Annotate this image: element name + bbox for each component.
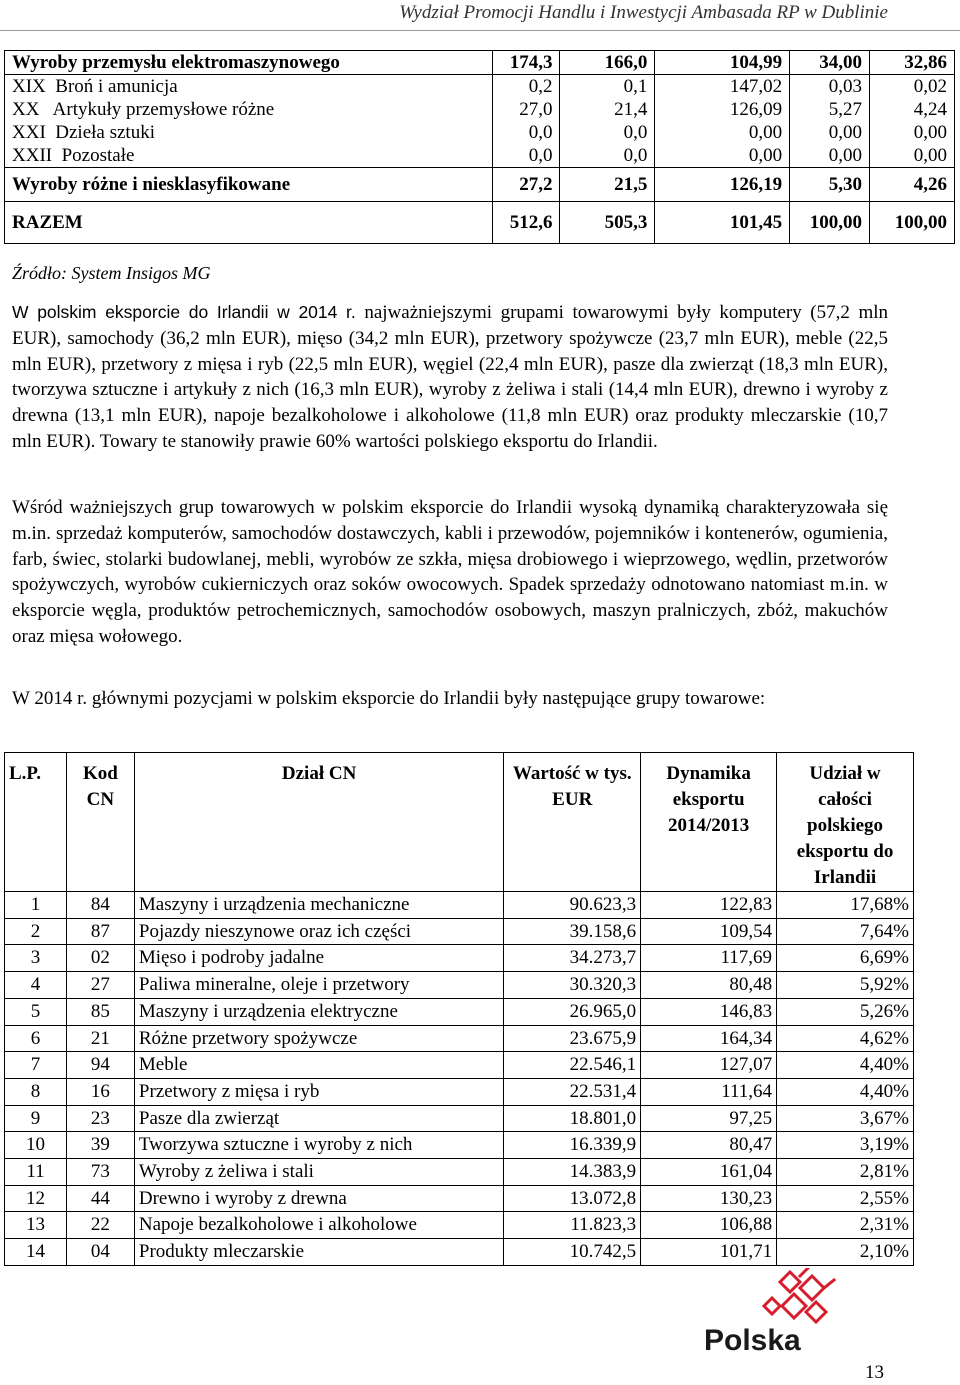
summary-value-cell: 0,03 xyxy=(790,75,870,99)
summary-value-cell: 101,45 xyxy=(655,202,790,244)
table-row xyxy=(5,1159,914,1186)
table-row xyxy=(5,918,914,945)
cell-wartosc: 14.383,9 xyxy=(504,1159,641,1186)
paragraph-1 xyxy=(12,300,888,455)
summary-value-cell: 4,24 xyxy=(870,98,955,121)
table-row xyxy=(5,1105,914,1132)
summary-value-cell: 147,02 xyxy=(655,75,790,99)
cell-lp: 12 xyxy=(5,1185,67,1212)
summary-value-cell: 0,00 xyxy=(655,121,790,144)
cell-lp: 10 xyxy=(5,1132,67,1159)
polska-wordmark: Polska xyxy=(704,1324,801,1357)
cell-lp: 8 xyxy=(5,1078,67,1105)
cell-dynamika: 106,88 xyxy=(641,1212,777,1239)
cell-dzial: Mięso i podroby jadalne xyxy=(134,945,503,972)
cell-dynamika: 97,25 xyxy=(641,1105,777,1132)
summary-value-cell: 100,00 xyxy=(870,202,955,244)
polska-logo xyxy=(704,1268,844,1358)
cell-dzial: Tworzywa sztuczne i wyroby z nich xyxy=(134,1132,503,1159)
summary-label-cell: XXII Pozostałe xyxy=(5,144,493,168)
paragraph-1-body: najważniejszymi grupami towarowymi były komputery (57,2 mln EUR), samochody (36,2 mln EUR), mięso (34,2 mln EUR), przetwory spożywcze (23,7 mln EUR), meble (22,5 mln EUR), przetwory z mięsa i ryb (22,5 mln EUR), węgiel (22,4 mln EUR), pasze dla zwierząt (18,3 mln EUR), tworzywa sztuczne i artykuły z nich (16,3 mln EUR), wyroby z żeliwa i stali (14,4 mln EUR), drewno i wyroby z drewna (13,1 mln EUR), napoje bezalkoholowe i alkoholowe (11,8 mln EUR) oraz produkty mleczarskie (10,7 mln EUR). xyxy=(12,302,888,452)
cell-dzial: Paliwa mineralne, oleje i przetwory xyxy=(134,972,503,999)
cell-dzial: Wyroby z żeliwa i stali xyxy=(134,1159,503,1186)
summary-label-cell: XIX Broń i amunicja xyxy=(5,75,493,99)
cell-wartosc: 18.801,0 xyxy=(504,1105,641,1132)
cell-dzial: Maszyny i urządzenia mechaniczne xyxy=(134,892,503,919)
summary-value-cell: 0,2 xyxy=(492,75,560,99)
cell-lp: 13 xyxy=(5,1212,67,1239)
cell-udzial: 5,92% xyxy=(777,972,914,999)
summary-value-cell: 174,3 xyxy=(492,51,560,75)
table-row xyxy=(5,972,914,999)
table-row xyxy=(5,1132,914,1159)
table-row xyxy=(5,1239,914,1266)
cell-dynamika: 122,83 xyxy=(641,892,777,919)
cell-udzial: 7,64% xyxy=(777,918,914,945)
table-row xyxy=(5,945,914,972)
summary-value-cell: 104,99 xyxy=(655,51,790,75)
cell-udzial: 2,10% xyxy=(777,1239,914,1266)
cell-lp: 1 xyxy=(5,892,67,919)
page-number: 13 xyxy=(865,1362,884,1383)
summary-row xyxy=(5,75,955,99)
table-row xyxy=(5,1185,914,1212)
cell-kod: 94 xyxy=(66,1052,134,1079)
cell-dzial: Pasze dla zwierząt xyxy=(134,1105,503,1132)
cell-wartosc: 13.072,8 xyxy=(504,1185,641,1212)
cell-lp: 5 xyxy=(5,998,67,1025)
cell-dynamika: 101,71 xyxy=(641,1239,777,1266)
cell-lp: 14 xyxy=(5,1239,67,1266)
cell-dynamika: 111,64 xyxy=(641,1078,777,1105)
summary-value-cell: 0,0 xyxy=(560,144,655,168)
cell-wartosc: 90.623,3 xyxy=(504,892,641,919)
cell-dzial: Maszyny i urządzenia elektryczne xyxy=(134,998,503,1025)
cell-dynamika: 146,83 xyxy=(641,998,777,1025)
cell-lp: 2 xyxy=(5,918,67,945)
cell-udzial: 3,19% xyxy=(777,1132,914,1159)
summary-label-cell: RAZEM xyxy=(5,202,493,244)
cell-udzial: 2,55% xyxy=(777,1185,914,1212)
summary-row xyxy=(5,98,955,121)
cell-udzial: 2,81% xyxy=(777,1159,914,1186)
cell-dynamika: 109,54 xyxy=(641,918,777,945)
cell-kod: 44 xyxy=(66,1185,134,1212)
summary-value-cell: 166,0 xyxy=(560,51,655,75)
cell-udzial: 2,31% xyxy=(777,1212,914,1239)
summary-value-cell: 32,86 xyxy=(870,51,955,75)
summary-value-cell: 4,26 xyxy=(870,168,955,202)
summary-label-cell: Wyroby różne i niesklasyfikowane xyxy=(5,168,493,202)
paragraph-1-tail: Towary te stanowiły prawie 60% wartości polskiego eksportu do Irlandii. xyxy=(95,430,658,452)
summary-value-cell: 27,0 xyxy=(492,98,560,121)
table-row xyxy=(5,998,914,1025)
header-kod: Kod CN xyxy=(66,753,134,892)
header-wartosc: Wartość w tys. EUR xyxy=(504,753,641,892)
main-export-table xyxy=(4,752,914,1266)
cell-lp: 6 xyxy=(5,1025,67,1052)
cell-udzial: 6,69% xyxy=(777,945,914,972)
cell-kod: 21 xyxy=(66,1025,134,1052)
table-row xyxy=(5,1212,914,1239)
header-dzial: Dział CN xyxy=(134,753,503,892)
summary-label-cell: XX Artykuły przemysłowe różne xyxy=(5,98,493,121)
summary-value-cell: 126,09 xyxy=(655,98,790,121)
cell-wartosc: 22.546,1 xyxy=(504,1052,641,1079)
cell-wartosc: 30.320,3 xyxy=(504,972,641,999)
summary-value-cell: 0,0 xyxy=(560,121,655,144)
cell-kod: 87 xyxy=(66,918,134,945)
cell-dynamika: 130,23 xyxy=(641,1185,777,1212)
summary-value-cell: 0,1 xyxy=(560,75,655,99)
cell-dzial: Meble xyxy=(134,1052,503,1079)
summary-value-cell: 0,02 xyxy=(870,75,955,99)
paragraph-3: W 2014 r. głównymi pozycjami w polskim eksporcie do Irlandii były następujące grupy towarowe: xyxy=(12,688,766,709)
summary-value-cell: 0,00 xyxy=(790,144,870,168)
summary-row xyxy=(5,51,955,75)
cell-udzial: 4,40% xyxy=(777,1052,914,1079)
table-row xyxy=(5,1078,914,1105)
summary-label-cell: Wyroby przemysłu elektromaszynowego xyxy=(5,51,493,75)
summary-row xyxy=(5,168,955,202)
cell-dzial: Drewno i wyroby z drewna xyxy=(134,1185,503,1212)
summary-row xyxy=(5,202,955,244)
cell-kod: 84 xyxy=(66,892,134,919)
summary-table xyxy=(4,50,955,244)
table-row xyxy=(5,1025,914,1052)
paragraph-2: Wśród ważniejszych grup towarowych w polskim eksporcie do Irlandii wysoką dynamiką charakteryzowała się m.in. sprzedaż komputerów, samochodów dostawczych, kabli i przewodów, pojemników i kontenerów, ogumienia, farb, świec, stolarki budowlanej, mebli, wyrobów ze szkła, mięsa drobiowego i wieprzowego, wędlin, przetworów spożywczych, wyrobów cukierniczych oraz soków owocowych. Spadek sprzedaży odnotowano natomiast m.in. w eksporcie węgla, produktów petrochemicznych, samochodów osobowych, maszyn pralniczych, zbóż, makuchów oraz mięsa wołowego. xyxy=(12,497,888,647)
summary-value-cell: 126,19 xyxy=(655,168,790,202)
cell-dzial: Pojazdy nieszynowe oraz ich części xyxy=(134,918,503,945)
source-note: Źródło: System Insigos MG xyxy=(12,263,211,283)
cell-wartosc: 34.273,7 xyxy=(504,945,641,972)
cell-kod: 23 xyxy=(66,1105,134,1132)
cell-dzial: Napoje bezalkoholowe i alkoholowe xyxy=(134,1212,503,1239)
summary-value-cell: 5,30 xyxy=(790,168,870,202)
cell-kod: 27 xyxy=(66,972,134,999)
summary-value-cell: 505,3 xyxy=(560,202,655,244)
cell-lp: 11 xyxy=(5,1159,67,1186)
cell-wartosc: 23.675,9 xyxy=(504,1025,641,1052)
cell-kod: 02 xyxy=(66,945,134,972)
cell-kod: 04 xyxy=(66,1239,134,1266)
paragraph-1-lead: W polskim eksporcie do Irlandii w 2014 r. xyxy=(12,302,356,322)
cell-udzial: 4,62% xyxy=(777,1025,914,1052)
table-row xyxy=(5,1052,914,1079)
summary-value-cell: 0,0 xyxy=(492,121,560,144)
summary-value-cell: 21,4 xyxy=(560,98,655,121)
summary-value-cell: 5,27 xyxy=(790,98,870,121)
cell-dynamika: 161,04 xyxy=(641,1159,777,1186)
cell-kod: 16 xyxy=(66,1078,134,1105)
table-header-row xyxy=(5,753,914,892)
cell-wartosc: 26.965,0 xyxy=(504,998,641,1025)
cell-udzial: 3,67% xyxy=(777,1105,914,1132)
cell-wartosc: 22.531,4 xyxy=(504,1078,641,1105)
cell-dzial: Produkty mleczarskie xyxy=(134,1239,503,1266)
page-header: Wydział Promocji Handlu i Inwestycji Ambasada RP w Dublinie xyxy=(399,2,888,23)
summary-value-cell: 27,2 xyxy=(492,168,560,202)
summary-value-cell: 100,00 xyxy=(790,202,870,244)
summary-value-cell: 512,6 xyxy=(492,202,560,244)
cell-dynamika: 127,07 xyxy=(641,1052,777,1079)
header-dynamika: Dynamika eksportu 2014/2013 xyxy=(641,753,777,892)
cell-dzial: Przetwory z mięsa i ryb xyxy=(134,1078,503,1105)
header-lp: L.P. xyxy=(5,753,67,892)
summary-value-cell: 21,5 xyxy=(560,168,655,202)
cell-dynamika: 164,34 xyxy=(641,1025,777,1052)
cell-dynamika: 80,47 xyxy=(641,1132,777,1159)
cell-kod: 85 xyxy=(66,998,134,1025)
summary-value-cell: 0,00 xyxy=(870,121,955,144)
summary-row xyxy=(5,121,955,144)
table-row xyxy=(5,892,914,919)
summary-value-cell: 0,0 xyxy=(492,144,560,168)
summary-value-cell: 0,00 xyxy=(655,144,790,168)
cell-kod: 22 xyxy=(66,1212,134,1239)
cell-dynamika: 80,48 xyxy=(641,972,777,999)
cell-lp: 9 xyxy=(5,1105,67,1132)
cell-lp: 3 xyxy=(5,945,67,972)
cell-kod: 73 xyxy=(66,1159,134,1186)
cell-udzial: 5,26% xyxy=(777,998,914,1025)
header-udzial: Udział w całości polskiego eksportu do Irlandii xyxy=(777,753,914,892)
summary-value-cell: 0,00 xyxy=(790,121,870,144)
cell-wartosc: 10.742,5 xyxy=(504,1239,641,1266)
cell-wartosc: 11.823,3 xyxy=(504,1212,641,1239)
cell-lp: 4 xyxy=(5,972,67,999)
cell-wartosc: 39.158,6 xyxy=(504,918,641,945)
cell-kod: 39 xyxy=(66,1132,134,1159)
summary-value-cell: 34,00 xyxy=(790,51,870,75)
cell-dynamika: 117,69 xyxy=(641,945,777,972)
summary-label-cell: XXI Dzieła sztuki xyxy=(5,121,493,144)
cell-dzial: Różne przetwory spożywcze xyxy=(134,1025,503,1052)
cell-wartosc: 16.339,9 xyxy=(504,1132,641,1159)
summary-value-cell: 0,00 xyxy=(870,144,955,168)
cell-udzial: 4,40% xyxy=(777,1078,914,1105)
cell-udzial: 17,68% xyxy=(777,892,914,919)
summary-row xyxy=(5,144,955,168)
header-rule xyxy=(0,30,960,31)
cell-lp: 7 xyxy=(5,1052,67,1079)
polska-logo-graphic xyxy=(704,1268,844,1358)
